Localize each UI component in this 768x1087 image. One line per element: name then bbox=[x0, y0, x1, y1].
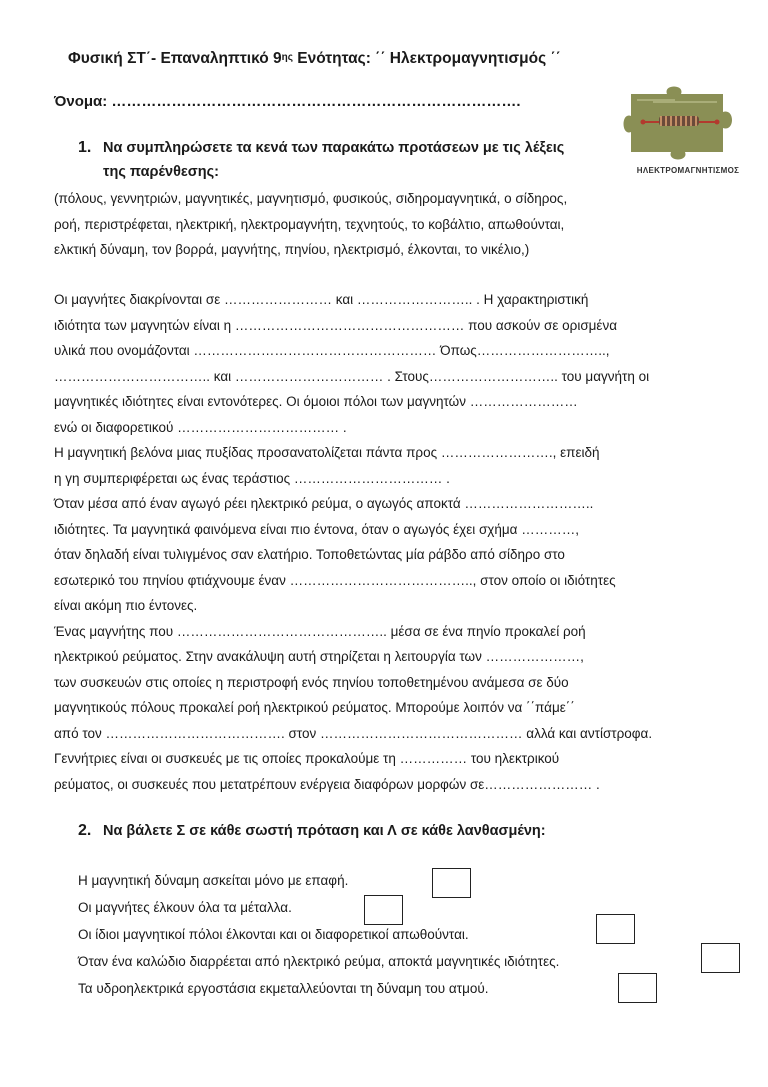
paragraph-line: όταν δηλαδή είναι τυλιγμένος σαν ελατήριο. Τοποθετώντας μία ράβδο από σίδηρο στο bbox=[54, 547, 565, 562]
answer-box-1[interactable] bbox=[432, 868, 471, 898]
paragraph-line: Η μαγνητική βελόνα μιας πυξίδας προσανατολίζεται πάντα προς ……………………., επειδή bbox=[54, 445, 600, 460]
paragraph-line: Οι μαγνήτες διακρίνονται σε …………………… και …………………….. . Η χαρακτηριστική bbox=[54, 292, 589, 307]
question-1-line-1: Να συμπληρώσετε τα κενά των παρακάτω προτάσεων με τις λέξεις bbox=[103, 140, 565, 156]
word-bank-line: ελκτική δύναμη, τον βορρά, μαγνήτης, πηνίου, ηλεκτρισμό, έλκονται, το νικέλιο,) bbox=[54, 242, 530, 257]
statement-5: Τα υδροηλεκτρικά εργοστάσια εκμεταλλεύονται τη δύναμη του ατμού. bbox=[78, 981, 489, 996]
paragraph-line: ηλεκτρικού ρεύματος. Στην ανακάλυψη αυτή στηρίζεται η λειτουργία των …………………, bbox=[54, 649, 584, 664]
answer-box-4[interactable] bbox=[701, 943, 740, 973]
question-1-number: 1. bbox=[78, 139, 92, 156]
paragraph-line: μαγνητικές ιδιότητες είναι εντονότερες. Οι όμοιοι πόλοι των μαγνητών …………………… bbox=[54, 394, 578, 409]
paragraph-line: η γη συμπεριφέρεται ως ένας τεράστιος …………………………… . bbox=[54, 470, 450, 486]
statement-4: Όταν ένα καλώδιο διαρρέεται από ηλεκτρικό ρεύμα, αποκτά μαγνητικές ιδιότητες. bbox=[78, 954, 560, 969]
answer-box-5[interactable] bbox=[618, 973, 657, 1003]
question-1-line-2: της παρένθεσης: bbox=[103, 164, 219, 180]
answer-box-2[interactable] bbox=[364, 895, 403, 925]
paragraph-line: ιδιότητες. Τα μαγνητικά φαινόμενα είναι πιο έντονα, όταν ο αγωγός έχει σχήμα …………, bbox=[54, 521, 579, 537]
statement-1: Η μαγνητική δύναμη ασκείται μόνο με επαφή. bbox=[78, 873, 349, 888]
word-bank-line: (πόλους, γεννητριών, μαγνητικές, μαγνητισμό, φυσικούς, σιδηρομαγνητικά, ο σίδηρος, bbox=[54, 191, 568, 206]
question-2-number: 2. bbox=[78, 822, 92, 839]
word-bank bbox=[54, 186, 754, 263]
question-2-text: Να βάλετε Σ σε κάθε σωστή πρόταση και Λ σε κάθε λανθασμένη: bbox=[103, 823, 546, 839]
question-1-heading bbox=[78, 136, 618, 184]
paragraph-line: ρεύματος, οι συσκευές που μετατρέπουν ενέργεια διαφόρων μορφών σε…………………… . bbox=[54, 776, 600, 792]
paragraph-line: υλικά που ονομάζονται ……………………………………………… Όπως……………………….., bbox=[54, 343, 610, 358]
paragraph-line: …………………………….. και …………………………… . Στους……………………….. του μαγνήτη οι bbox=[54, 368, 650, 384]
statement-2: Οι μαγνήτες έλκουν όλα τα μέταλλα. bbox=[78, 900, 292, 915]
paragraph-line: Όταν μέσα από έναν αγωγό ρέει ηλεκτρικό ρεύμα, ο αγωγός αποκτά ……………………….. bbox=[54, 496, 594, 511]
paragraph-line: εσωτερικό του πηνίου φτιάχνουμε έναν ………………………………….., στον οποίο οι ιδιότητες bbox=[54, 572, 616, 588]
paragraph-line: των συσκευών στις οποίες η περιστροφή ενός πηνίου τοποθετημένου ανάμεσα σε δύο bbox=[54, 674, 569, 690]
paragraph-line: Γεννήτριες είναι οι συσκευές με τις οποίες προκαλούμε τη …………… του ηλεκτρικού bbox=[54, 751, 560, 766]
paragraph-line: Ένας μαγνήτης που ……………………………………….. μέσα σε ένα πηνίο προκαλεί ροή bbox=[54, 623, 586, 639]
worksheet-title: Φυσική ΣΤ΄- Επαναληπτικό $9^{\eta\varsigma}$ Ενότητας: ΄΄ Ηλεκτρομαγνητισμός ΄΄ bbox=[68, 50, 561, 67]
student-name-line: Όνομα: ………………………………………………………………………. bbox=[54, 93, 521, 110]
answer-box-3[interactable] bbox=[596, 914, 635, 944]
paragraph-line: ενώ οι διαφορετικού ……………………………… . bbox=[54, 419, 347, 435]
paragraph-line: ιδιότητα των μαγνητών είναι η …………………………………………… που ασκούν σε ορισμένα bbox=[54, 317, 618, 333]
paragraph-line: από τον …………………………………. στον ……………………………………… αλλά και αντίστροφα. bbox=[54, 725, 653, 741]
paragraph-line: είναι ακόμη πιο έντονες. bbox=[54, 598, 198, 613]
question-2-heading bbox=[78, 822, 546, 840]
electromagnetism-logo bbox=[623, 82, 753, 182]
word-bank-line: ροή, περιστρέφεται, ηλεκτρική, ηλεκτρομαγνήτη, τεχνητούς, το κοβάλτιο, απωθούνται, bbox=[54, 216, 565, 232]
logo-caption: ΗΛΕΚΤΡΟΜΑΓΝΗΤΙΣΜΟΣ bbox=[636, 166, 740, 175]
fill-in-paragraph bbox=[54, 287, 759, 797]
paragraph-line: μαγνητικούς πόλους προκαλεί ροή ηλεκτρικού ρεύματος. Μπορούμε λοιπόν να ΄΄πάμε΄΄ bbox=[54, 700, 575, 715]
statement-3: Οι ίδιοι μαγνητικοί πόλοι έλκονται και οι διαφορετικοί απωθούνται. bbox=[78, 927, 469, 942]
